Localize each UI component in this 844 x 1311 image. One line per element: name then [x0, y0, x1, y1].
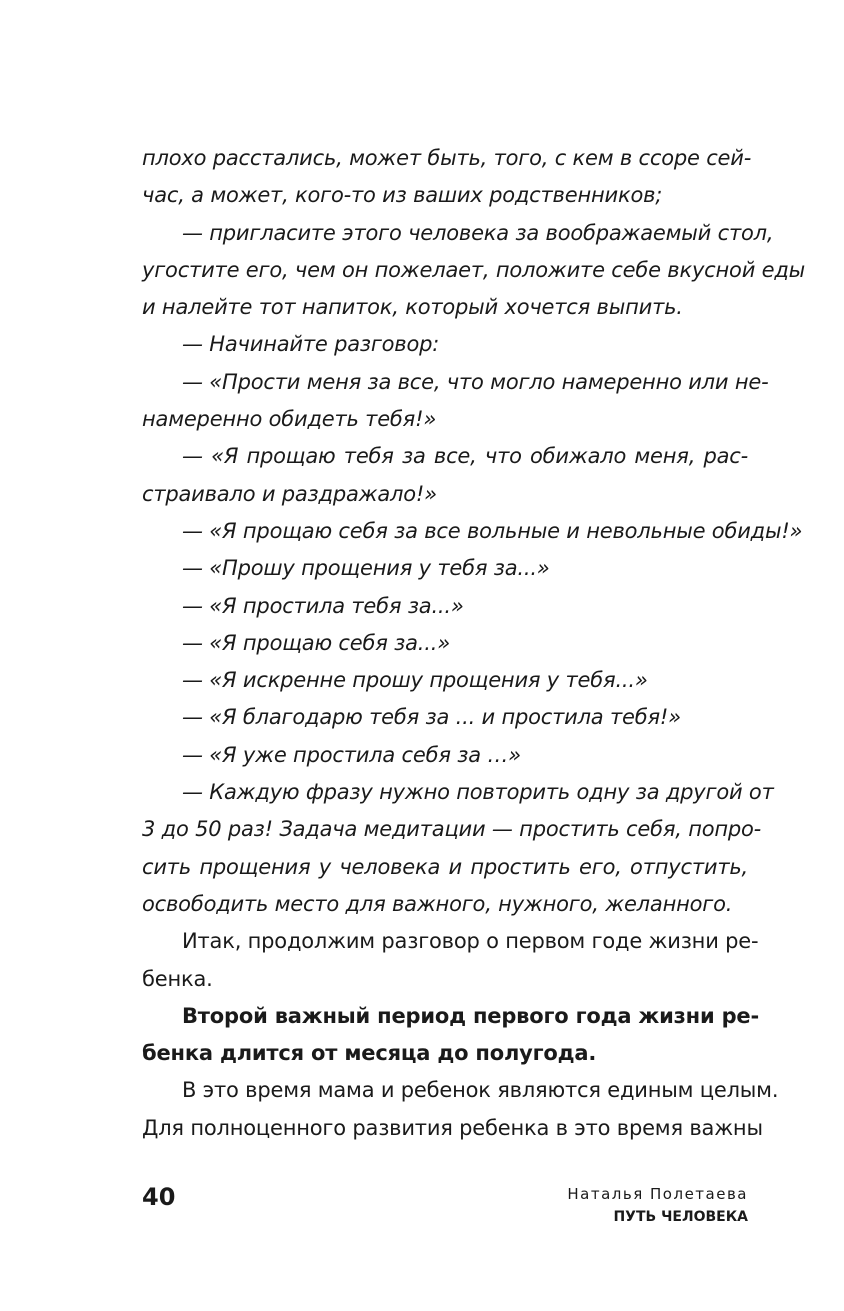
body-line: — пригласите этого человека за воображаемый стол, [182, 220, 774, 245]
body-line: — «Прошу прощения у тебя за...» [182, 556, 550, 581]
running-footer-book-title: ПУТЬ ЧЕЛОВЕКА [613, 1209, 748, 1225]
running-footer-author: Наталья Полетаева [567, 1185, 748, 1203]
body-line: освободить место для важного, нужного, желанного. [142, 891, 733, 916]
body-line: час, а может, кого-то из ваших родственников; [142, 183, 663, 208]
body-line: бенка. [142, 966, 213, 991]
body-line: — «Я прощаю себя за все вольные и невольные обиды!» [182, 518, 803, 543]
body-line: — «Я искренне прошу прощения у тебя...» [182, 668, 648, 693]
body-line: — «Я уже простила себя за …» [182, 742, 521, 767]
body-line: 3 до 50 раз! Задача медитации — простить себя, попро- [142, 817, 762, 842]
body-line: — «Я прощаю тебя за все, что обижало меня, рас- [182, 444, 748, 469]
body-line: — «Прости меня за все, что могло намеренно или не- [182, 369, 769, 394]
body-line: В это время мама и ребенок являются единым целым. [182, 1078, 779, 1103]
body-line: намеренно обидеть тебя!» [142, 407, 437, 432]
body-line: угостите его, чем он пожелает, положите себе вкусной еды [142, 257, 806, 282]
body-line: — «Я благодарю тебя за ... и простила тебя!» [182, 705, 681, 730]
page-body-text [142, 140, 806, 1147]
body-line: Для полноценного развития ребенка в это время важны [142, 1115, 763, 1140]
body-line: плохо расстались, может быть, того, с кем в ссоре сей- [142, 146, 752, 170]
body-line: — «Я прощаю себя за...» [182, 630, 450, 655]
body-line: страивало и раздражало!» [142, 481, 437, 506]
bold-heading-line: Второй важный период первого года жизни ре- [182, 1003, 759, 1028]
page-number: 40 [142, 1183, 176, 1211]
bold-heading-line: бенка длится от месяца до полугода. [142, 1041, 597, 1066]
body-line: и налейте тот напиток, который хочется выпить. [142, 295, 683, 320]
body-line: Итак, продолжим разговор о первом годе жизни ре- [182, 929, 759, 954]
body-line: сить прощения у человека и простить его, отпустить, [142, 854, 748, 879]
body-line: — «Я простила тебя за...» [182, 593, 464, 618]
body-line: — Каждую фразу нужно повторить одну за другой от [182, 780, 774, 805]
body-line: — Начинайте разговор: [182, 332, 440, 357]
